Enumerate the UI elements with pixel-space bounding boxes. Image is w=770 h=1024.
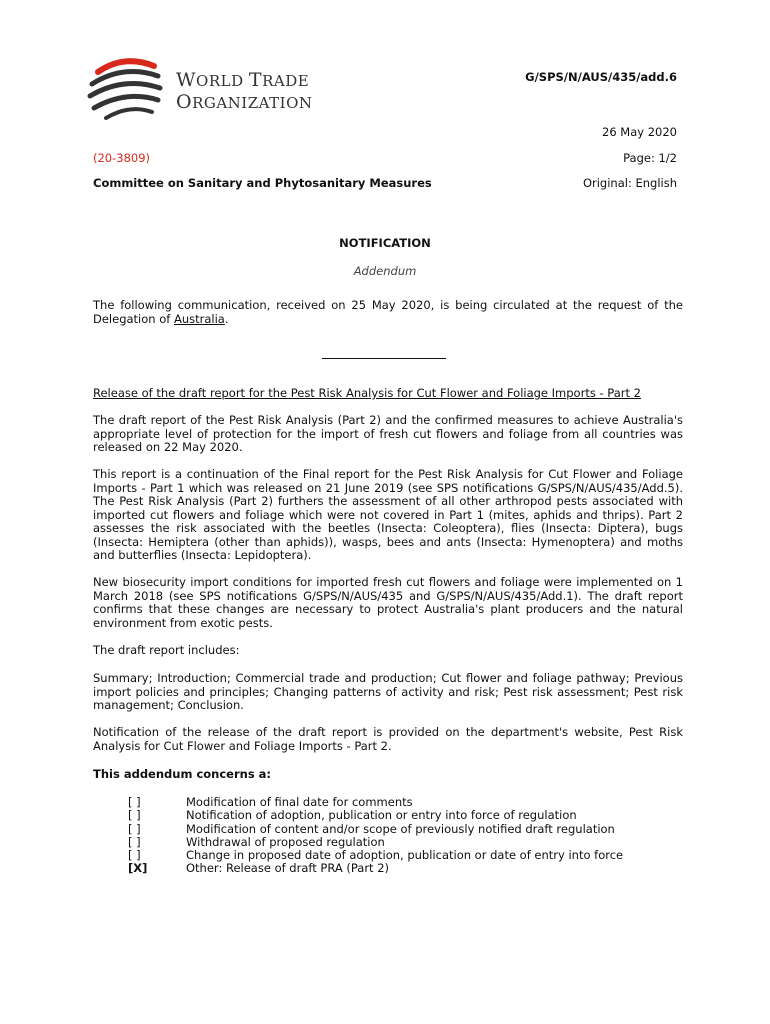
checklist-item: [ ] Modification of final date for comments [128,795,413,809]
concerns-heading: This addendum concerns a: [93,767,272,781]
checklist-item: [ ] Notification of adoption, publication or entry into force of regulation [128,808,577,823]
checkbox: [ ] [128,848,141,863]
checklist-item: [ ] Modification of content and/or scope of previously notified draft regulation [128,821,615,836]
paragraph-6: Notification of the release of the draft report is provided on the department's website, Pest Risk Analysis for Cut Flower and Foliage Imports - Part 2. [93,725,683,753]
paragraph-4: The draft report includes: [93,643,240,657]
paragraph-1: The draft report of the Pest Risk Analysis (Part 2) and the confirmed measures to achieve Australia's appropriate level of protection for the import of fresh cut flowers and foliage from all countries was released on 22 May 2020. [93,413,683,454]
checklist-item: [X] Other: Release of draft PRA (Part 2) [128,861,390,876]
paragraph-2: This report is a continuation of the Final report for the Pest Risk Analysis for Cut Flower and Foliage Imports - Part 1 which was released on 21 June 2019 (see SPS notifications G/SPS/N/AUS/435/Add.5). The Pest Risk Analysis (Part 2) furthers the assessment of all other arthropod pests associated with imported cut flowers and foliage which were not covered in Part 1 (mites, aphids and thrips). Part 2 assesses the risk associated with the beetles (Insecta: Coleoptera), flies (Insecta: Diptera), bugs (Insecta: Hemiptera (other than aphids)), wasps, bees and ants (Insecta: Hymenoptera) and moths and butterflies (Insecta: Lepidoptera). [93,467,683,562]
addendum-checklist [128,796,623,876]
wto-emblem-icon [84,56,174,128]
wto-logo [84,56,334,128]
checkbox: [ ] [128,808,141,823]
section-heading: Release of the draft report for the Pest Risk Analysis for Cut Flower and Foliage Imports - Part 2 [93,386,641,400]
separator-line [322,358,446,359]
checkbox: [ ] [128,834,141,849]
checkbox-checked: [X] [128,861,148,876]
wto-wordmark: WORLD TRADE ORGANIZATION [176,69,313,113]
document-number: (20-3809) [93,151,151,165]
page-number: Page: 1/2 [623,151,677,165]
paragraph-5: Summary; Introduction; Commercial trade and production; Cut flower and foliage pathway; Previous import policies and principles; Changing patterns of activity and risk; Pest risk assessment; Pest risk management; Conclusion. [93,671,683,712]
checklist-item: [ ] Change in proposed date of adoption, publication or date of entry into force [128,848,624,863]
addendum-subtitle: Addendum [353,264,417,278]
notification-title: NOTIFICATION [339,236,431,250]
committee-name: Committee on Sanitary and Phytosanitary Measures [93,176,432,190]
document-symbol: G/SPS/N/AUS/435/add.6 [525,70,677,84]
checkbox: [ ] [128,821,141,836]
intro-paragraph: The following communication, received on 25 May 2020, is being circulated at the request of the Delegation of Australia. [93,298,683,326]
document-date: 26 May 2020 [602,125,677,139]
checklist-item: [ ] Withdrawal of proposed regulation [128,834,385,849]
checkbox: [ ] [128,795,141,809]
paragraph-3: New biosecurity import conditions for imported fresh cut flowers and foliage were implemented on 1 March 2018 (see SPS notifications G/SPS/N/AUS/435 and G/SPS/N/AUS/435/Add.1). The draft report confirms that these changes are necessary to protect Australia's plant producers and the natural environment from exotic pests. [93,575,683,630]
country-name: Australia [173,311,225,326]
original-language: Original: English [582,176,677,190]
